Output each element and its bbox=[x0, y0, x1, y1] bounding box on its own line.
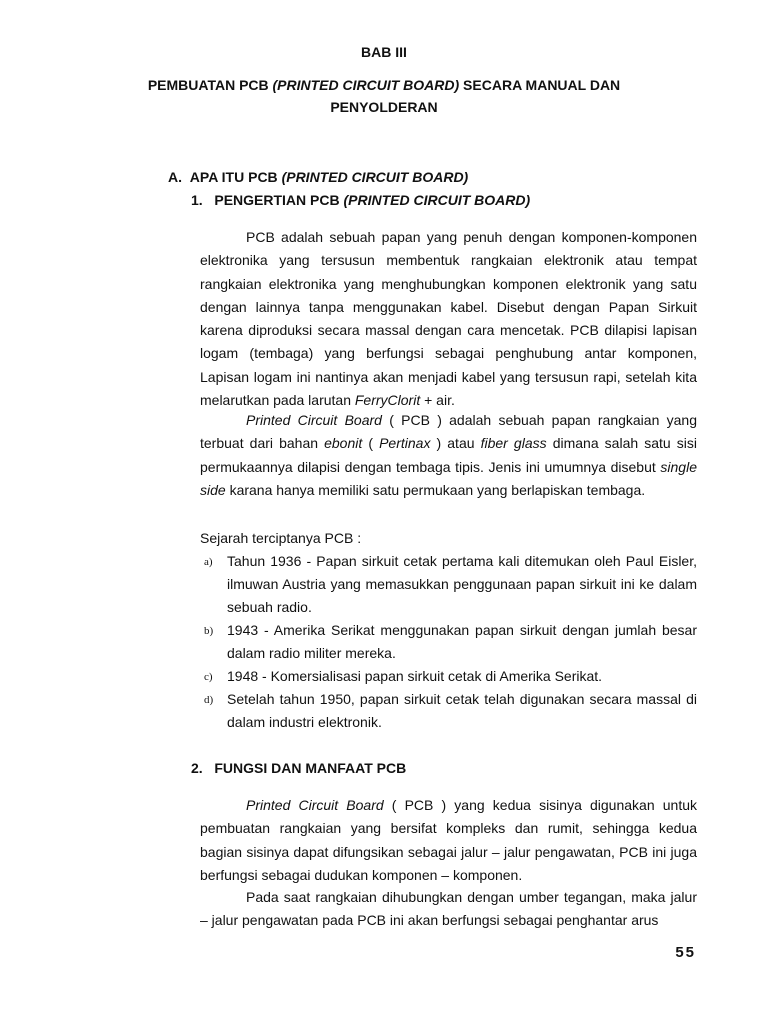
section-a-heading: A. APA ITU PCB (PRINTED CIRCUIT BOARD) bbox=[168, 169, 469, 185]
chapter-title-line2: PENYOLDERAN bbox=[330, 99, 438, 115]
list-item: d) Setelah tahun 1950, papan sirkuit cetak telah digunakan secara massal di dalam industri elektronik. bbox=[204, 691, 697, 730]
subsection-2-heading: 2. FUNGSI DAN MANFAAT PCB bbox=[191, 760, 407, 776]
chapter-title-line1: PEMBUATAN PCB (PRINTED CIRCUIT BOARD) SECARA MANUAL DAN bbox=[147, 77, 621, 93]
list-item: b) 1943 - Amerika Serikat menggunakan papan sirkuit dengan jumlah besar dalam radio militer mereka. bbox=[204, 622, 697, 661]
subsection-2-marker: 2. bbox=[191, 760, 203, 776]
subsection-1-marker: 1. bbox=[191, 192, 203, 208]
history-heading: Sejarah terciptanya PCB : bbox=[200, 530, 362, 546]
history-list bbox=[200, 550, 697, 734]
section-a-marker: A. bbox=[168, 169, 182, 185]
paragraph-pcb-material: Printed Circuit Board ( PCB ) adalah sebuah papan rangkaian yang terbuat dari bahan ebonit ( Pertinax ) atau fiber glass dimana salah satu sisi permukaannya dilapisi dengan tembaga tipis. Jenis ini umumnya disebut single side karana hanya memiliki satu permukaan yang berlapiskan tembaga. bbox=[200, 412, 697, 498]
list-item: a) Tahun 1936 - Papan sirkuit cetak pertama kali ditemukan oleh Paul Eisler, ilmuwan Austria yang memasukkan penggunaan papan sirkuit ini ke dalam sebuah radio. bbox=[204, 553, 697, 615]
chapter-label: BAB III bbox=[361, 44, 407, 60]
page-number: 55 bbox=[675, 944, 696, 961]
list-item: c) 1948 - Komersialisasi papan sirkuit cetak di Amerika Serikat. bbox=[204, 668, 603, 684]
paragraph-pcb-current: Pada saat rangkaian dihubungkan dengan umber tegangan, maka jalur – jalur pengawatan pada PCB ini akan berfungsi sebagai penghantar arus bbox=[200, 889, 697, 929]
subsection-1-heading: 1. PENGERTIAN PCB (PRINTED CIRCUIT BOARD) bbox=[191, 192, 531, 208]
paragraph-pcb-definition: PCB adalah sebuah papan yang penuh dengan komponen-komponen elektronika yang tersusun membentuk rangkaian elektronik atau tempat rangkaian elektronika yang menghubungkan komponen elektronik yang satu dengan lainnya tanpa menggunakan kabel. Disebut dengan Papan Sirkuit karena diproduksi secara massal dengan cara mencetak. PCB dilapisi lapisan logam (tembaga) yang berfungsi sebagai penghubung antar komponen, Lapisan logam ini nantinya akan menjadi kabel yang tersusun rapi, setelah kita melarutkan pada larutan FerryClorit + air. bbox=[200, 229, 697, 409]
paragraph-pcb-function: Printed Circuit Board ( PCB ) yang kedua sisinya digunakan untuk pembuatan rangkaian yang bersifat kompleks dan rumit, sehingga kedua bagian sisinya dapat difungsikan sebagai jalur – jalur pengawatan, PCB ini juga berfungsi sebagai dudukan komponen – komponen. bbox=[200, 797, 697, 883]
